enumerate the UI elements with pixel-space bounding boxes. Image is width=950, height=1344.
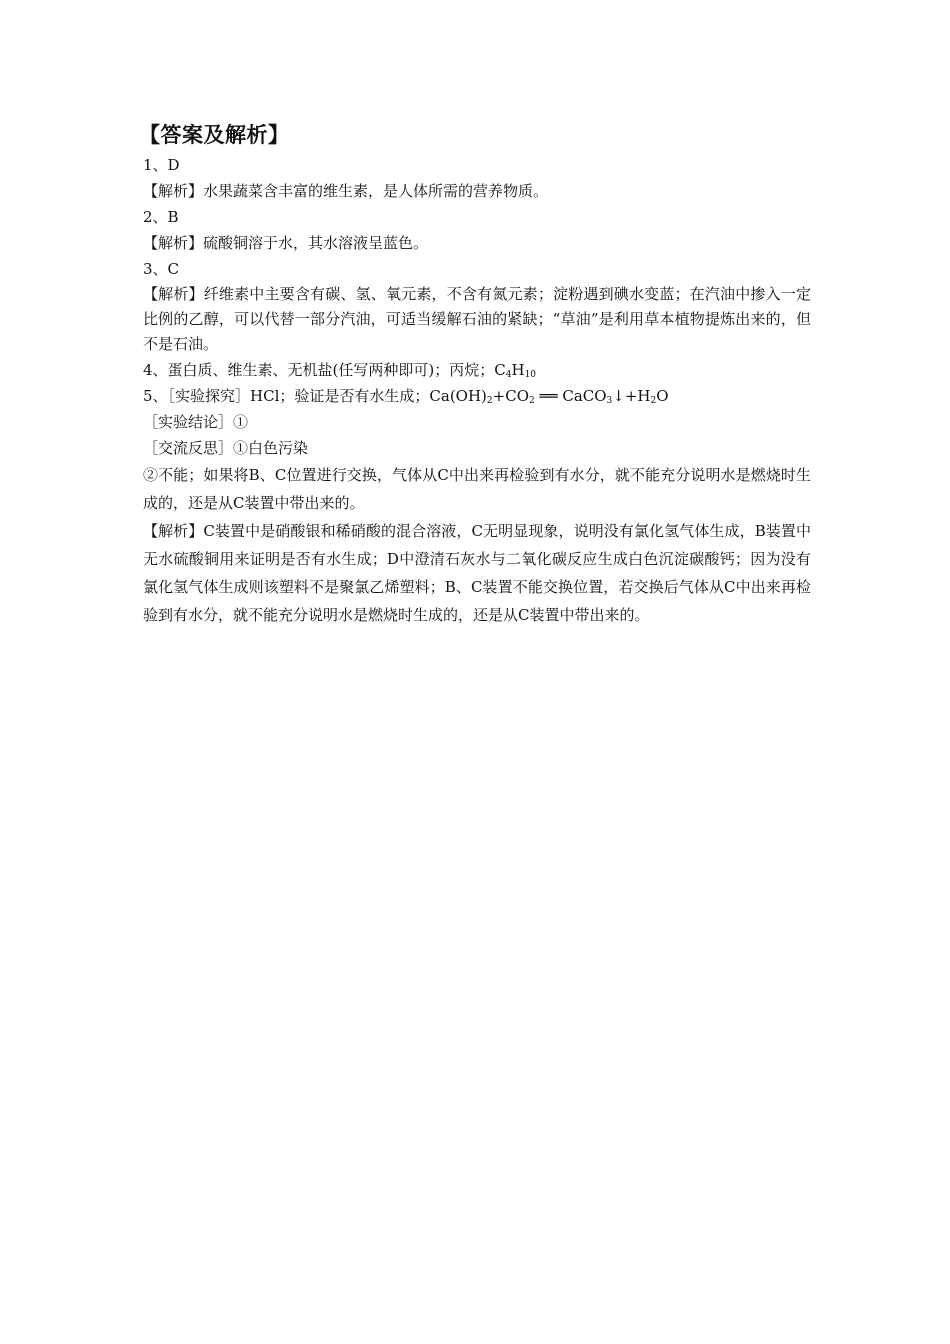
q2-analysis (143, 230, 811, 256)
q5-analysis (143, 517, 811, 629)
q5-reflection: ［交流反思］①白色污染 (143, 439, 309, 457)
q5-equation (429, 387, 668, 405)
q5-reflection-2: ②不能；如果将B、C位置进行交换，气体从C中出来再检验到有水分，就不能充分说明水是燃烧时生成的，还是从C装置中带出来的。 (143, 466, 811, 512)
eq-part: +CO (492, 387, 529, 405)
eq-part: O (656, 387, 669, 405)
q4-formula-c: C (494, 361, 506, 379)
answer-document (139, 120, 811, 629)
q1-answer: 1、D (143, 156, 180, 174)
q5-analysis-text: C装置中是硝酸银和稀硝酸的混合溶液，C无明显现象，说明没有氯化氢气体生成，B装置中无水硫酸铜用来证明是否有水生成；D中澄清石灰水与二氧化碳反应生成白色沉淀碳酸钙；因为没有氯化氢气体生成则该塑料不是聚氯乙烯塑料；B、C装置不能交换位置，若交换后气体从C中出来再检验到有水分，就不能充分说明水是燃烧时生成的，还是从C装置中带出来的。 (143, 522, 811, 624)
q4-text: 4、蛋白质、维生素、无机盐(任写两种即可)；丙烷； (143, 361, 495, 379)
q1-analysis-text: 水果蔬菜含丰富的维生素，是人体所需的营养物质。 (203, 182, 549, 200)
q5-conclusion: ［实验结论］① (143, 413, 249, 431)
q5-prefix: 5、［实验探究］HCl；验证是否有水生成； (143, 387, 430, 405)
q4-formula-c-sub: 4 (505, 370, 512, 380)
section-title: 【答案及解析】 (139, 123, 290, 147)
eq-sub: 3 (606, 396, 613, 406)
q3-analysis-tag: 【解析】 (143, 285, 204, 303)
q4-formula-h: H (511, 361, 525, 379)
q1-analysis (143, 178, 811, 204)
eq-sub: 2 (529, 396, 535, 406)
q3-answer: 3、C (143, 260, 180, 278)
q1-analysis-tag: 【解析】 (143, 182, 204, 200)
eq-sub: 2 (486, 396, 493, 406)
eq-part: ↓+H (612, 387, 651, 405)
q2-analysis-text: 硫酸铜溶于水，其水溶液呈蓝色。 (203, 234, 429, 252)
q4-formula-h-sub: 10 (524, 370, 537, 380)
q2-answer: 2、B (143, 208, 179, 226)
q5-answer (143, 383, 811, 409)
q3-analysis (143, 282, 811, 357)
eq-equals-sign: ══ (534, 387, 563, 405)
eq-sub: 2 (650, 396, 657, 406)
q3-analysis-text: 纤维素中主要含有碳、氢、氧元素，不含有氮元素；淀粉遇到碘水变蓝；在汽油中掺入一定比例的乙醇，可以代替一部分汽油，可适当缓解石油的紧缺；“草油”是利用草本植物提炼出来的，但不是石油。 (143, 285, 811, 353)
q2-analysis-tag: 【解析】 (143, 234, 204, 252)
q5-analysis-tag: 【解析】 (143, 522, 204, 540)
eq-part: CaCO (562, 387, 607, 405)
q4-answer (143, 357, 811, 383)
eq-part: Ca(OH) (429, 387, 487, 405)
